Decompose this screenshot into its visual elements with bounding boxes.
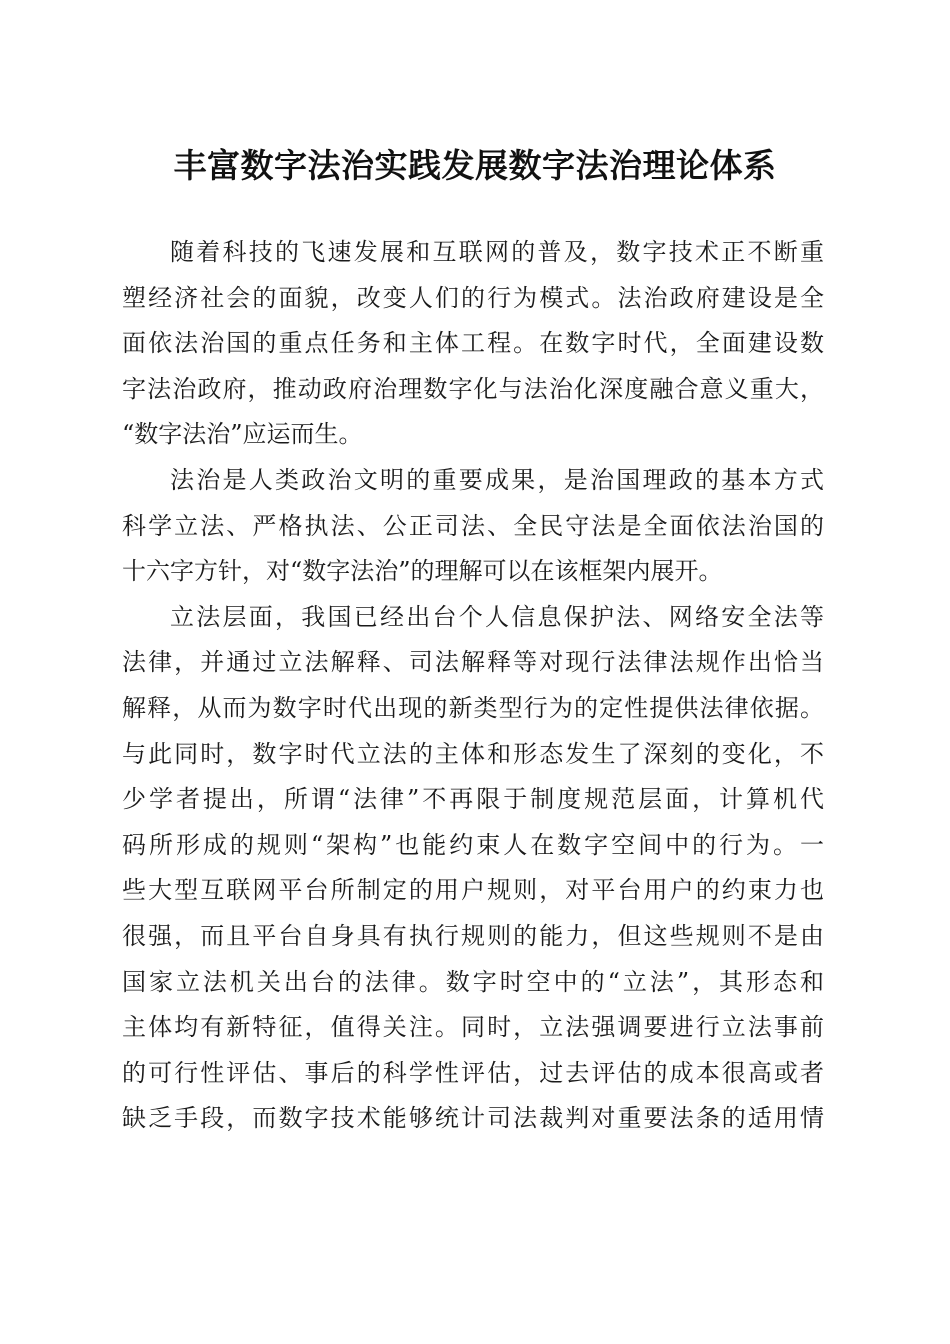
paragraph-2-line-2: 科学立法、严格执法、公正司法、全民守法是全面依法治国的 [122,511,824,540]
paragraph-3-line-8: 很强，而且平台自身具有执行规则的能力，但这些规则不是由 [122,921,824,950]
paragraph-2-line-1: 法治是人类政治文明的重要成果，是治国理政的基本方式 [170,465,824,494]
paragraph-3-line-9: 国家立法机关出台的法律。数字时空中的“立法”，其形态和 [122,967,824,996]
paragraph-1-line-3: 面依法治国的重点任务和主体工程。在数字时代，全面建设数 [122,329,824,358]
paragraph-1-line-2: 塑经济社会的面貌，改变人们的行为模式。法治政府建设是全 [122,283,824,312]
paragraph-3-line-6: 码所形成的规则“架构”也能约束人在数字空间中的行为。一 [122,830,824,859]
paragraph-3-line-12: 缺乏手段，而数字技术能够统计司法裁判对重要法条的适用情 [122,1104,824,1133]
paragraph-3-line-1: 立法层面，我国已经出台个人信息保护法、网络安全法等 [170,602,824,631]
paragraph-3-line-10: 主体均有新特征，值得关注。同时，立法强调要进行立法事前 [122,1013,824,1042]
paragraph-3-line-11: 的可行性评估、事后的科学性评估，过去评估的成本很高或者 [122,1058,824,1087]
paragraph-3-line-5: 少学者提出，所谓“法律”不再限于制度规范层面，计算机代 [122,785,824,814]
paragraph-3-line-2: 法律，并通过立法解释、司法解释等对现行法律法规作出恰当 [122,648,824,677]
paragraph-3-line-3: 解释，从而为数字时代出现的新类型行为的定性提供法律依据。 [122,693,824,722]
paragraph-1-line-4: 字法治政府，推动政府治理数字化与法治化深度融合意义重大， [122,374,824,403]
document-body [122,230,824,1142]
paragraph-3-line-7: 些大型互联网平台所制定的用户规则，对平台用户的约束力也 [122,876,824,905]
paragraph-3-line-4: 与此同时，数字时代立法的主体和形态发生了深刻的变化，不 [122,739,824,768]
paragraph-2-line-3: 十六字方针，对“数字法治”的理解可以在该框架内展开。 [122,557,723,586]
paragraph-1-line-1: 随着科技的飞速发展和互联网的普及，数字技术正不断重 [170,238,824,266]
document-title: 丰富数字法治实践发展数字法治理论体系 [173,146,777,185]
paragraph-1-line-5: “数字法治”应运而生。 [122,420,363,449]
